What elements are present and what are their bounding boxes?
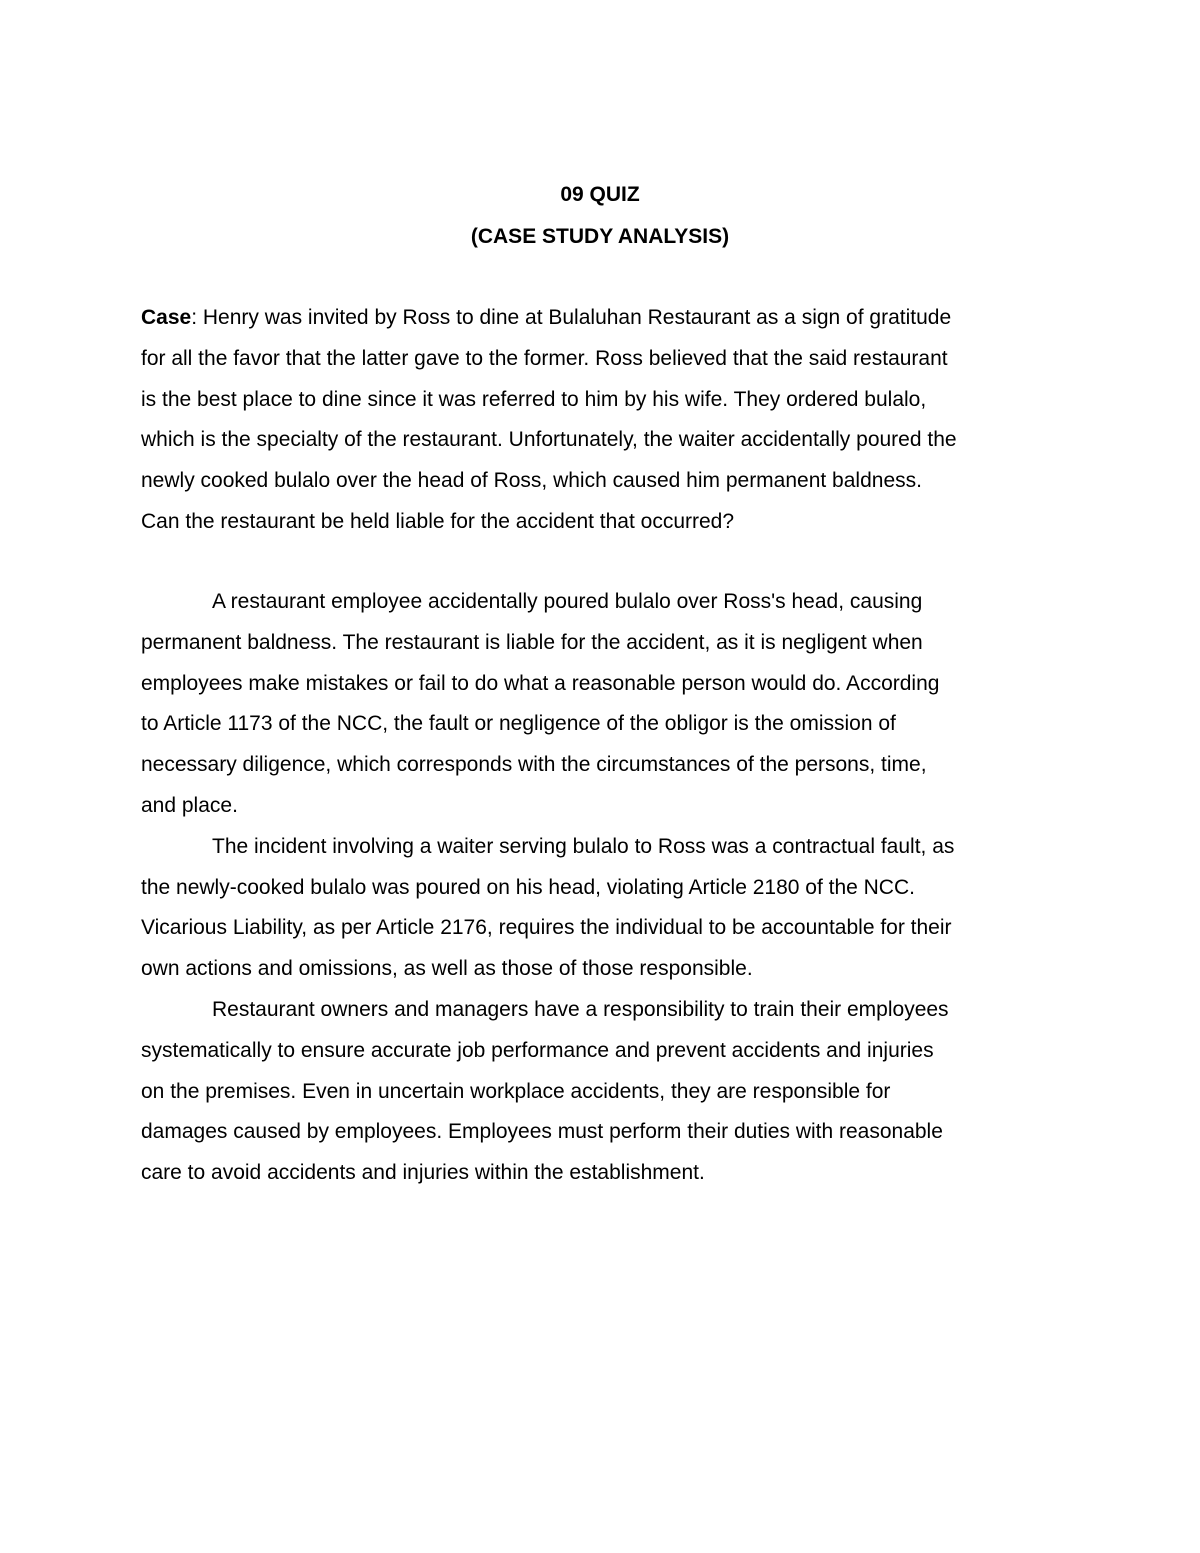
paragraph-line: to Article 1173 of the NCC, the fault or negligence of the obligor is the omission of [141,712,896,736]
case-line-text: : Henry was invited by Ross to dine at Bulaluhan Restaurant as a sign of gratitude [191,306,952,329]
answer-paragraph [141,582,1071,827]
paragraph-line: the newly-cooked bulalo was poured on his head, violating Article 2180 of the NCC. [141,875,915,899]
paragraph-line: damages caused by employees. Employees must perform their duties with reasonable [141,1120,943,1144]
paragraph-line: necessary diligence, which corresponds with the circumstances of the persons, time, [141,753,927,777]
case-line: newly cooked bulalo over the head of Ross, which caused him permanent baldness. [141,469,922,493]
paragraph-line: and place. [141,793,238,817]
case-label: Case [141,306,192,329]
case-line: is the best place to dine since it was referred to him by his wife. They ordered bulalo, [141,387,927,411]
case-line [141,298,1071,339]
case-line: Can the restaurant be held liable for the accident that occurred? [141,509,735,533]
document-subtitle: (CASE STUDY ANALYSIS) [470,225,730,248]
paragraph-line: A restaurant employee accidentally poured bulalo over Ross's head, causing [212,590,923,613]
paragraph-line: care to avoid accidents and injuries within the establishment. [141,1161,705,1185]
paragraph-line: Vicarious Liability, as per Article 2176, requires the individual to be accountable for their [141,916,952,940]
case-statement [141,298,1071,543]
case-line: for all the favor that the latter gave to the former. Ross believed that the said restaurant [141,346,948,370]
document-title: 09 QUIZ [560,183,640,206]
paragraph-line: employees make mistakes or fail to do what a reasonable person would do. According [141,671,940,695]
answer-paragraph [141,827,1071,990]
paragraph-line: on the premises. Even in uncertain workplace accidents, they are responsible for [141,1079,891,1103]
paragraph-line: Restaurant owners and managers have a responsibility to train their employees [212,997,949,1021]
paragraph-line: own actions and omissions, as well as those of those responsible. [141,957,753,981]
case-line: which is the specialty of the restaurant. Unfortunately, the waiter accidentally poured the [141,428,957,452]
answer-paragraph [141,990,1071,1194]
analysis-answer [141,582,1071,1194]
paragraph-line: permanent baldness. The restaurant is liable for the accident, as it is negligent when [141,630,923,654]
paragraph-line: systematically to ensure accurate job performance and prevent accidents and injuries [141,1038,934,1062]
paragraph-line: The incident involving a waiter serving bulalo to Ross was a contractual fault, as [212,834,955,858]
